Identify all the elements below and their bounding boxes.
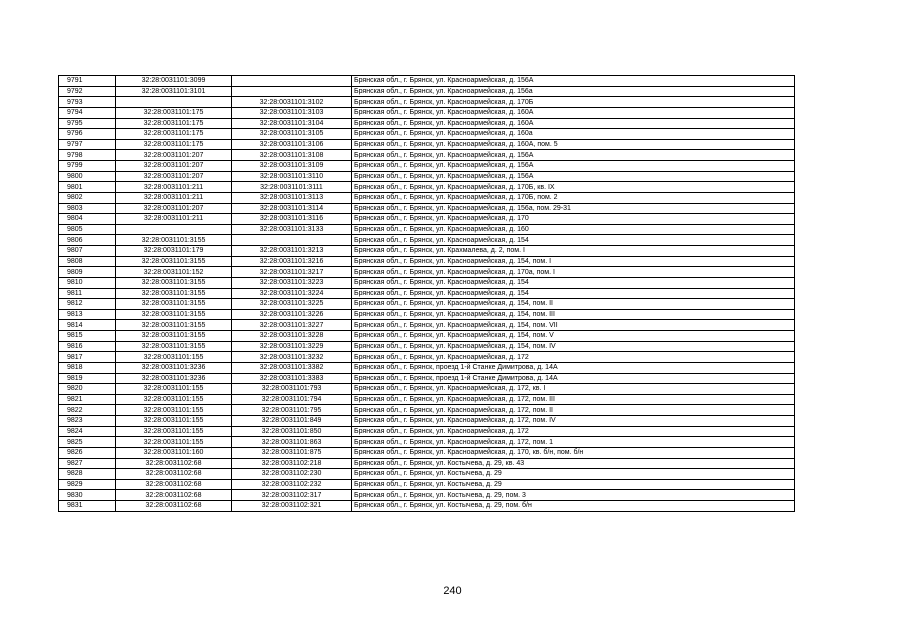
table-row [59,437,795,448]
address-cell: Брянская обл., г. Брянск, ул. Красноармейская, д. 170 [352,214,795,225]
table-row [59,352,795,363]
row-number-cell: 9825 [59,437,116,448]
row-number-cell: 9812 [59,299,116,310]
table-row [59,362,795,373]
object-cadastral-number-cell: 32:28:0031101:3102 [232,97,352,108]
table-row [59,447,795,458]
land-cadastral-number-cell: 32:28:0031101:155 [116,416,232,427]
table-row [59,299,795,310]
table-row [59,182,795,193]
land-cadastral-number-cell [116,224,232,235]
land-cadastral-number-cell: 32:28:0031102:68 [116,469,232,480]
address-cell: Брянская обл., г. Брянск, ул. Красноармейская, д. 154, пом. II [352,299,795,310]
object-cadastral-number-cell: 32:28:0031101:3133 [232,224,352,235]
object-cadastral-number-cell: 32:28:0031101:3226 [232,309,352,320]
land-cadastral-number-cell: 32:28:0031101:155 [116,352,232,363]
table-row [59,118,795,129]
object-cadastral-number-cell: 32:28:0031101:3111 [232,182,352,193]
row-number-cell: 9809 [59,267,116,278]
object-cadastral-number-cell: 32:28:0031101:3106 [232,139,352,150]
address-cell: Брянская обл., г. Брянск, ул. Костычева, д. 29, пом. б/н [352,501,795,512]
table-row [59,309,795,320]
object-cadastral-number-cell: 32:28:0031102:232 [232,479,352,490]
object-cadastral-number-cell: 32:28:0031102:317 [232,490,352,501]
address-cell: Брянская обл., г. Брянск, ул. Костычева, д. 29, пом. 3 [352,490,795,501]
object-cadastral-number-cell: 32:28:0031101:3216 [232,256,352,267]
row-number-cell: 9811 [59,288,116,299]
table-row [59,161,795,172]
address-cell: Брянская обл., г. Брянск, ул. Красноармейская, д. 154, пом. III [352,309,795,320]
address-cell: Брянская обл., г. Брянск, ул. Красноармейская, д. 154 [352,235,795,246]
land-cadastral-number-cell: 32:28:0031101:211 [116,182,232,193]
object-cadastral-number-cell: 32:28:0031101:3109 [232,161,352,172]
object-cadastral-number-cell: 32:28:0031101:3114 [232,203,352,214]
table-row [59,224,795,235]
object-cadastral-number-cell: 32:28:0031101:795 [232,405,352,416]
object-cadastral-number-cell: 32:28:0031101:3232 [232,352,352,363]
table-row [59,214,795,225]
row-number-cell: 9791 [59,76,116,87]
address-cell: Брянская обл., г. Брянск, ул. Красноармейская, д. 172, пом. II [352,405,795,416]
object-cadastral-number-cell: 32:28:0031101:3113 [232,192,352,203]
object-cadastral-number-cell: 32:28:0031101:794 [232,394,352,405]
row-number-cell: 9810 [59,277,116,288]
row-number-cell: 9817 [59,352,116,363]
object-cadastral-number-cell: 32:28:0031101:3383 [232,373,352,384]
table-row [59,235,795,246]
row-number-cell: 9793 [59,97,116,108]
land-cadastral-number-cell: 32:28:0031101:3236 [116,362,232,373]
object-cadastral-number-cell: 32:28:0031101:3105 [232,129,352,140]
land-cadastral-number-cell: 32:28:0031101:207 [116,161,232,172]
row-number-cell: 9821 [59,394,116,405]
row-number-cell: 9827 [59,458,116,469]
table-row [59,458,795,469]
address-cell: Брянская обл., г. Брянск, ул. Красноармейская, д. 154, пом. IV [352,341,795,352]
object-cadastral-number-cell: 32:28:0031101:3225 [232,299,352,310]
row-number-cell: 9807 [59,246,116,257]
address-cell: Брянская обл., г. Брянск, ул. Крахмалева, д. 2, пом. I [352,246,795,257]
registry-table-body [59,76,795,512]
land-cadastral-number-cell: 32:28:0031101:3155 [116,320,232,331]
table-row [59,277,795,288]
object-cadastral-number-cell: 32:28:0031101:3213 [232,246,352,257]
row-number-cell: 9829 [59,479,116,490]
land-cadastral-number-cell: 32:28:0031101:3155 [116,331,232,342]
address-cell: Брянская обл., г. Брянск, ул. Красноармейская, д. 172 [352,426,795,437]
object-cadastral-number-cell [232,76,352,87]
table-row [59,373,795,384]
address-cell: Брянская обл., г. Брянск, ул. Красноармейская, д. 160 [352,224,795,235]
table-row [59,246,795,257]
row-number-cell: 9814 [59,320,116,331]
row-number-cell: 9828 [59,469,116,480]
land-cadastral-number-cell: 32:28:0031101:211 [116,214,232,225]
address-cell: Брянская обл., г. Брянск, ул. Красноармейская, д. 156А [352,76,795,87]
address-cell: Брянская обл., г. Брянск, ул. Красноармейская, д. 172, кв. I [352,384,795,395]
land-cadastral-number-cell: 32:28:0031101:207 [116,171,232,182]
row-number-cell: 9820 [59,384,116,395]
land-cadastral-number-cell: 32:28:0031102:68 [116,479,232,490]
address-cell: Брянская обл., г. Брянск, ул. Красноармейская, д. 172, пом. III [352,394,795,405]
land-cadastral-number-cell: 32:28:0031101:3155 [116,277,232,288]
address-cell: Брянская обл., г. Брянск, ул. Костычева, д. 29 [352,469,795,480]
table-row [59,203,795,214]
address-cell: Брянская обл., г. Брянск, ул. Красноармейская, д. 170Б, пом. 2 [352,192,795,203]
address-cell: Брянская обл., г. Брянск, ул. Красноармейская, д. 160А [352,118,795,129]
table-row [59,288,795,299]
row-number-cell: 9797 [59,139,116,150]
table-row [59,192,795,203]
table-row [59,267,795,278]
table-row [59,416,795,427]
table-row [59,256,795,267]
table-row [59,341,795,352]
land-cadastral-number-cell: 32:28:0031101:155 [116,384,232,395]
address-cell: Брянская обл., г. Брянск, ул. Красноармейская, д. 154, пом. V [352,331,795,342]
table-row [59,501,795,512]
land-cadastral-number-cell: 32:28:0031101:3099 [116,76,232,87]
land-cadastral-number-cell: 32:28:0031101:155 [116,394,232,405]
address-cell: Брянская обл., г. Брянск, ул. Красноармейская, д. 172 [352,352,795,363]
row-number-cell: 9800 [59,171,116,182]
land-cadastral-number-cell: 32:28:0031101:211 [116,192,232,203]
land-cadastral-number-cell: 32:28:0031101:207 [116,150,232,161]
table-row [59,86,795,97]
row-number-cell: 9826 [59,447,116,458]
address-cell: Брянская обл., г. Брянск, ул. Красноармейская, д. 154, пом. I [352,256,795,267]
row-number-cell: 9798 [59,150,116,161]
address-cell: Брянская обл., г. Брянск, ул. Красноармейская, д. 170Б [352,97,795,108]
address-cell: Брянская обл., г. Брянск, ул. Красноармейская, д. 154, пом. VII [352,320,795,331]
row-number-cell: 9808 [59,256,116,267]
row-number-cell: 9819 [59,373,116,384]
address-cell: Брянская обл., г. Брянск, ул. Красноармейская, д. 156а, пом. 29-31 [352,203,795,214]
land-cadastral-number-cell: 32:28:0031101:3155 [116,235,232,246]
row-number-cell: 9818 [59,362,116,373]
address-cell: Брянская обл., г. Брянск, ул. Красноармейская, д. 170а, пом. I [352,267,795,278]
object-cadastral-number-cell: 32:28:0031101:793 [232,384,352,395]
land-cadastral-number-cell: 32:28:0031101:152 [116,267,232,278]
address-cell: Брянская обл., г. Брянск, ул. Красноармейская, д. 156а [352,86,795,97]
object-cadastral-number-cell: 32:28:0031101:3382 [232,362,352,373]
object-cadastral-number-cell: 32:28:0031101:849 [232,416,352,427]
row-number-cell: 9792 [59,86,116,97]
object-cadastral-number-cell: 32:28:0031101:850 [232,426,352,437]
address-cell: Брянская обл., г. Брянск, проезд 1-й Станке Димитрова, д. 14А [352,362,795,373]
land-cadastral-number-cell: 32:28:0031101:160 [116,447,232,458]
address-cell: Брянская обл., г. Брянск, ул. Красноармейская, д. 156А [352,171,795,182]
address-cell: Брянская обл., г. Брянск, ул. Красноармейская, д. 160А [352,107,795,118]
object-cadastral-number-cell [232,235,352,246]
object-cadastral-number-cell: 32:28:0031101:3228 [232,331,352,342]
object-cadastral-number-cell: 32:28:0031101:3227 [232,320,352,331]
address-cell: Брянская обл., г. Брянск, ул. Костычева, д. 29, кв. 43 [352,458,795,469]
row-number-cell: 9795 [59,118,116,129]
land-cadastral-number-cell: 32:28:0031102:68 [116,501,232,512]
table-row [59,394,795,405]
land-cadastral-number-cell: 32:28:0031102:68 [116,458,232,469]
address-cell: Брянская обл., г. Брянск, ул. Костычева, д. 29 [352,479,795,490]
object-cadastral-number-cell: 32:28:0031101:3223 [232,277,352,288]
row-number-cell: 9802 [59,192,116,203]
address-cell: Брянская обл., г. Брянск, проезд 1-й Станке Димитрова, д. 14А [352,373,795,384]
table-row [59,479,795,490]
row-number-cell: 9806 [59,235,116,246]
row-number-cell: 9799 [59,161,116,172]
address-cell: Брянская обл., г. Брянск, ул. Красноармейская, д. 156А [352,161,795,172]
object-cadastral-number-cell: 32:28:0031102:230 [232,469,352,480]
table-row [59,469,795,480]
table-row [59,426,795,437]
land-cadastral-number-cell: 32:28:0031101:3155 [116,256,232,267]
row-number-cell: 9803 [59,203,116,214]
object-cadastral-number-cell: 32:28:0031101:3116 [232,214,352,225]
row-number-cell: 9830 [59,490,116,501]
land-cadastral-number-cell: 32:28:0031101:175 [116,139,232,150]
object-cadastral-number-cell: 32:28:0031101:3108 [232,150,352,161]
land-cadastral-number-cell: 32:28:0031101:3155 [116,288,232,299]
table-row [59,405,795,416]
table-row [59,129,795,140]
land-cadastral-number-cell: 32:28:0031101:175 [116,118,232,129]
land-cadastral-number-cell: 32:28:0031101:3155 [116,341,232,352]
table-row [59,171,795,182]
land-cadastral-number-cell: 32:28:0031101:155 [116,437,232,448]
table-row [59,76,795,87]
address-cell: Брянская обл., г. Брянск, ул. Красноармейская, д. 160а [352,129,795,140]
land-cadastral-number-cell: 32:28:0031101:155 [116,405,232,416]
land-cadastral-number-cell: 32:28:0031101:155 [116,426,232,437]
object-cadastral-number-cell: 32:28:0031101:3224 [232,288,352,299]
table-row [59,150,795,161]
land-cadastral-number-cell: 32:28:0031101:175 [116,129,232,140]
row-number-cell: 9796 [59,129,116,140]
table-row [59,490,795,501]
object-cadastral-number-cell: 32:28:0031102:218 [232,458,352,469]
row-number-cell: 9801 [59,182,116,193]
table-row [59,384,795,395]
table-row [59,331,795,342]
row-number-cell: 9815 [59,331,116,342]
row-number-cell: 9831 [59,501,116,512]
address-cell: Брянская обл., г. Брянск, ул. Красноармейская, д. 172, пом. IV [352,416,795,427]
address-cell: Брянская обл., г. Брянск, ул. Красноармейская, д. 160А, пом. 5 [352,139,795,150]
object-cadastral-number-cell: 32:28:0031101:3110 [232,171,352,182]
registry-table [58,75,795,512]
page-number: 240 [443,585,462,597]
address-cell: Брянская обл., г. Брянск, ул. Красноармейская, д. 154 [352,277,795,288]
object-cadastral-number-cell: 32:28:0031101:3103 [232,107,352,118]
row-number-cell: 9824 [59,426,116,437]
address-cell: Брянская обл., г. Брянск, ул. Красноармейская, д. 154 [352,288,795,299]
row-number-cell: 9813 [59,309,116,320]
object-cadastral-number-cell: 32:28:0031101:875 [232,447,352,458]
table-row [59,139,795,150]
land-cadastral-number-cell: 32:28:0031102:68 [116,490,232,501]
row-number-cell: 9804 [59,214,116,225]
land-cadastral-number-cell: 32:28:0031101:175 [116,107,232,118]
land-cadastral-number-cell: 32:28:0031101:207 [116,203,232,214]
table-row [59,97,795,108]
row-number-cell: 9805 [59,224,116,235]
object-cadastral-number-cell: 32:28:0031101:863 [232,437,352,448]
land-cadastral-number-cell: 32:28:0031101:3155 [116,299,232,310]
row-number-cell: 9823 [59,416,116,427]
address-cell: Брянская обл., г. Брянск, ул. Красноармейская, д. 170, кв. б/н, пом. б/н [352,447,795,458]
land-cadastral-number-cell: 32:28:0031101:3101 [116,86,232,97]
land-cadastral-number-cell: 32:28:0031101:179 [116,246,232,257]
land-cadastral-number-cell: 32:28:0031101:3236 [116,373,232,384]
table-row [59,107,795,118]
address-cell: Брянская обл., г. Брянск, ул. Красноармейская, д. 172, пом. 1 [352,437,795,448]
row-number-cell: 9822 [59,405,116,416]
object-cadastral-number-cell: 32:28:0031101:3217 [232,267,352,278]
land-cadastral-number-cell [116,97,232,108]
land-cadastral-number-cell: 32:28:0031101:3155 [116,309,232,320]
address-cell: Брянская обл., г. Брянск, ул. Красноармейская, д. 170Б, кв. IX [352,182,795,193]
address-cell: Брянская обл., г. Брянск, ул. Красноармейская, д. 156А [352,150,795,161]
object-cadastral-number-cell [232,86,352,97]
object-cadastral-number-cell: 32:28:0031101:3229 [232,341,352,352]
object-cadastral-number-cell: 32:28:0031101:3104 [232,118,352,129]
object-cadastral-number-cell: 32:28:0031102:321 [232,501,352,512]
row-number-cell: 9794 [59,107,116,118]
table-row [59,320,795,331]
row-number-cell: 9816 [59,341,116,352]
